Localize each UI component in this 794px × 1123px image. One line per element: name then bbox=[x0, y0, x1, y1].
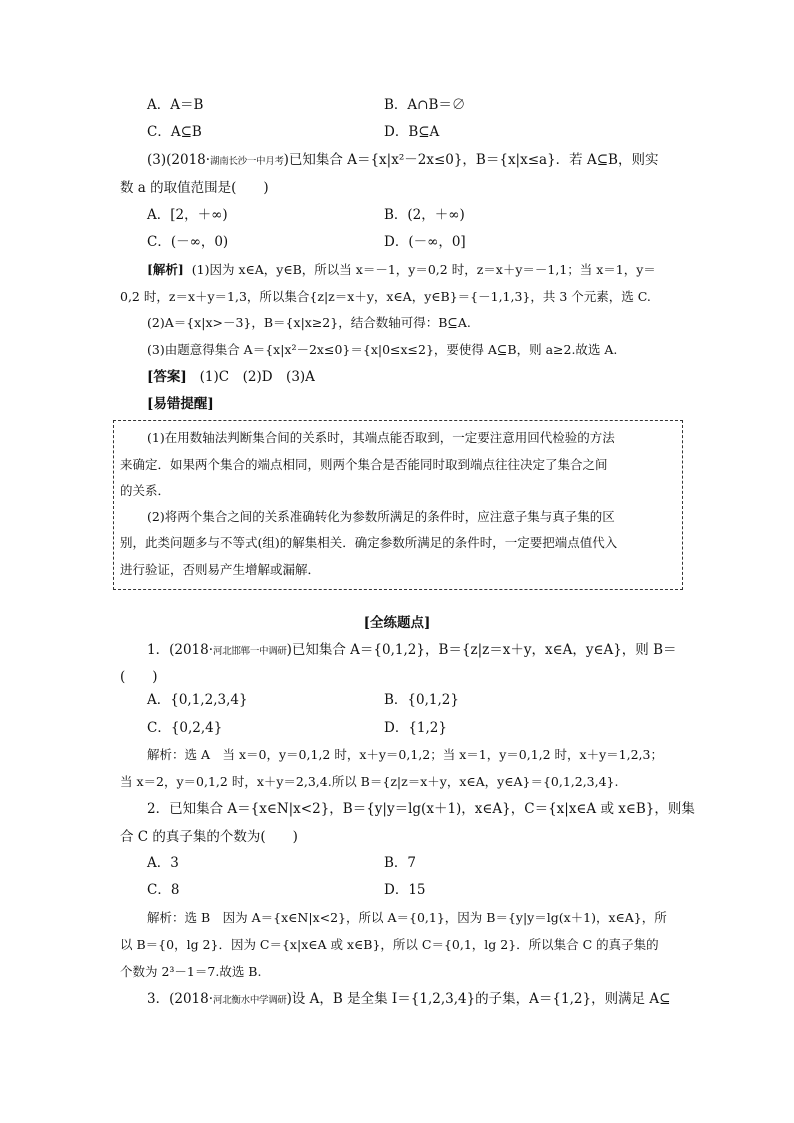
analysis-line-4: (3)由题意得集合 A＝{x|x²－2x≤0}＝{x|0≤x≤2}，要使得 A⊆B，则 a≥2.故选 A. bbox=[147, 342, 618, 357]
reminder-line-4: (2)将两个集合之间的关系准确转化为参数所满足的条件时，应注意子集与真子集的区 bbox=[147, 509, 615, 524]
q3-source: 湖南长沙一中月考 bbox=[210, 156, 284, 167]
p-q1-year: 2018· bbox=[174, 642, 214, 658]
p-q1-paren: ( ) bbox=[120, 669, 158, 685]
q3-option-a: A．[2，＋∞) bbox=[147, 207, 228, 223]
practice-title: [全练题点] bbox=[363, 615, 431, 631]
reminder-line-1: (1)在用数轴法判断集合间的关系时，其端点能否取到，一定要注意用回代检验的方法 bbox=[147, 430, 615, 445]
p-q2-solution-3: 个数为 2³－1＝7.故选 B. bbox=[120, 964, 262, 979]
q3-option-b: B．(2，＋∞) bbox=[384, 207, 465, 223]
reminder-line-5: 别，此类问题多与不等式(组)的解集相关．确定参数所满足的条件时，一定要把端点值代入 bbox=[120, 535, 618, 550]
p-q2-option-c: C．8 bbox=[147, 882, 180, 898]
analysis-line-3: (2)A＝{x|x>－3}，B＝{x|x≥2}，结合数轴可得：B⊆A. bbox=[147, 315, 471, 330]
p-q1-option-a: A．{0,1,2,3,4} bbox=[147, 692, 248, 708]
q3-stem-cont: 数 a 的取值范围是( ) bbox=[120, 180, 269, 196]
reminder-line-6: 进行验证，否则易产生增解或漏解． bbox=[120, 562, 321, 577]
p-q1-option-b: B．{0,1,2} bbox=[384, 692, 459, 708]
analysis-line-2: 0,2 时，z＝x＋y＝1,3，所以集合{z|z＝x＋y，x∈A，y∈B}＝{－1,1,3}，共 3 个元素，选 C. bbox=[120, 289, 651, 304]
reminder-title: [易错提醒] bbox=[147, 396, 214, 412]
p-q3-stem bbox=[147, 989, 670, 1011]
p-q2-stem-2: 合 C 的真子集的个数为( ) bbox=[120, 829, 298, 845]
answer-text: (1)C (2)D (3)A bbox=[199, 369, 315, 385]
analysis-p1a: (1)因为 x∈A，y∈B，所以当 x＝－1，y＝0,2 时，z＝x＋y＝－1,1；当 x＝1，y＝ bbox=[191, 262, 656, 277]
p-q3-year: 2018· bbox=[174, 991, 214, 1007]
p-q3-source: 河北衡水中学调研 bbox=[213, 995, 287, 1006]
p-q1-text: )已知集合 A＝{0,1,2}，B＝{z|z＝x＋y，x∈A，y∈A}，则 B＝ bbox=[286, 642, 677, 658]
p-q2-option-a: A．3 bbox=[147, 855, 179, 871]
q2-option-c: C．A⊆B bbox=[147, 124, 202, 140]
p-q1-option-d: D．{1,2} bbox=[384, 720, 447, 736]
p-q1-number: 1．( bbox=[147, 642, 175, 658]
p-q2-option-d: D．15 bbox=[384, 882, 426, 898]
q3-number: (3)( bbox=[147, 152, 172, 168]
p-q1-stem bbox=[147, 640, 677, 662]
p-q1-option-c: C．{0,2,4} bbox=[147, 720, 223, 736]
p-q1-source: 河北邯郸一中调研 bbox=[213, 646, 287, 657]
reminder-line-2: 来确定．如果两个集合的端点相同，则两个集合是否能同时取到端点往往决定了集合之间 bbox=[120, 457, 608, 472]
p-q2-solution-1: 解析：选 B 因为 A＝{x∈N|x<2}，所以 A＝{0,1}，因为 B＝{y|y＝lg(x＋1)，x∈A}，所 bbox=[147, 910, 667, 925]
reminder-line-3: 的关系． bbox=[120, 483, 171, 498]
q2-option-d: D．B⊆A bbox=[384, 124, 440, 140]
p-q3-text: )设 A，B 是全集 I＝{1,2,3,4}的子集，A＝{1,2}，则满足 A⊆ bbox=[286, 991, 671, 1007]
p-q2-stem-1: 2．已知集合 A＝{x∈N|x<2}，B＝{y|y＝lg(x＋1)，x∈A}，C＝{x|x∈A 或 x∈B}，则集 bbox=[147, 801, 695, 817]
q3-option-c: C．(－∞，0) bbox=[147, 234, 229, 250]
analysis-line-1 bbox=[147, 260, 656, 280]
q3-year: 2018· bbox=[171, 152, 211, 168]
p-q3-number: 3．( bbox=[147, 991, 175, 1007]
p-q1-solution-2: 当 x＝2，y＝0,1,2 时，x＋y＝2,3,4.所以 B＝{z|z＝x＋y，x∈A，y∈A}＝{0,1,2,3,4}. bbox=[120, 774, 619, 789]
p-q1-solution-1: 解析：选 A 当 x＝0，y＝0,1,2 时，x＋y＝0,1,2；当 x＝1，y＝0,1,2 时，x＋y＝1,2,3； bbox=[147, 747, 663, 762]
q2-option-a: A．A＝B bbox=[147, 97, 204, 113]
analysis-tag: [解析] bbox=[147, 262, 184, 277]
answer-tag: [答案] bbox=[147, 369, 187, 385]
q3-stem bbox=[147, 150, 658, 172]
q2-option-b: B．A∩B＝∅ bbox=[384, 97, 466, 113]
p-q2-solution-2: 以 B＝{0，lg 2}．因为 C＝{x|x∈A 或 x∈B}，所以 C＝{0,1，lg 2}．所以集合 C 的真子集的 bbox=[120, 937, 659, 952]
answer-line bbox=[147, 367, 315, 387]
p-q2-option-b: B．7 bbox=[384, 855, 417, 871]
q3-text: )已知集合 A＝{x|x²－2x≤0}，B＝{x|x≤a}．若 A⊆B，则实 bbox=[283, 152, 659, 168]
q3-option-d: D．(－∞，0] bbox=[384, 234, 466, 250]
